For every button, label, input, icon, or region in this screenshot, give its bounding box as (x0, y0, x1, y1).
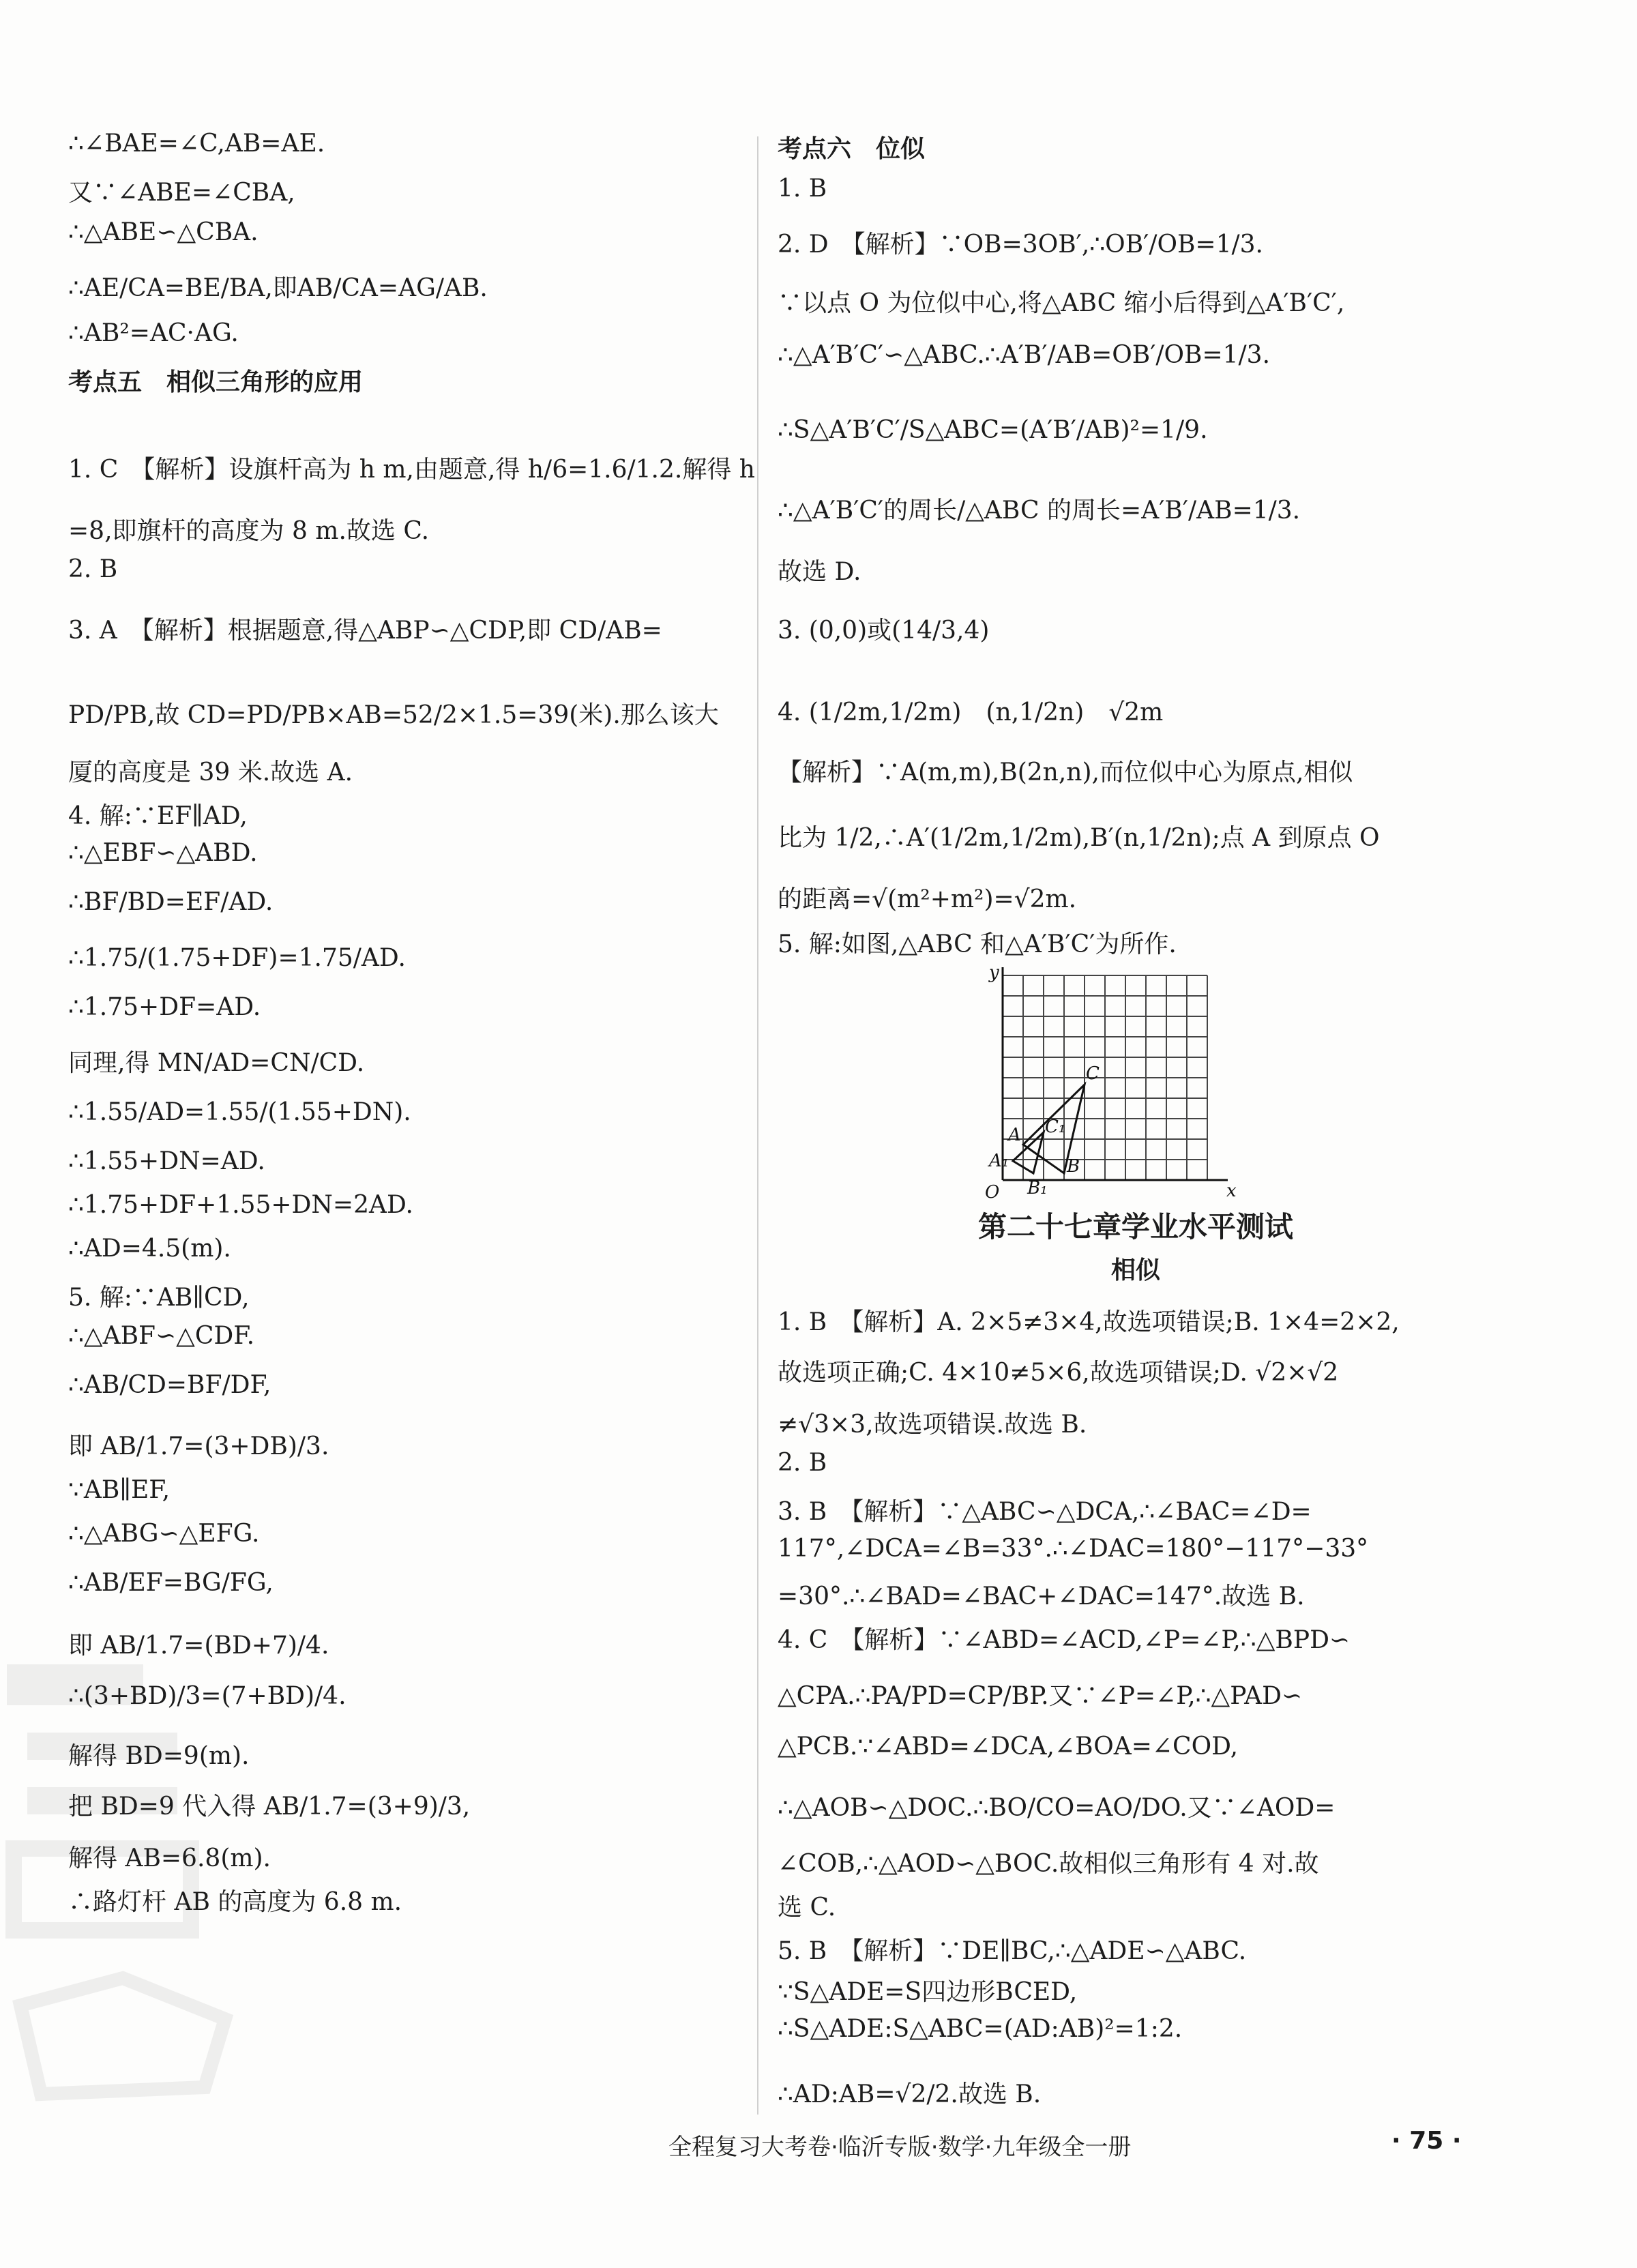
right-text-line: ∴△A′B′C′∽△ABC.∴A′B′/AB=OB′/OB=1/3. (778, 341, 1271, 369)
right-text-line: 1. B (778, 175, 827, 203)
point-a1-label: A₁ (989, 1151, 1009, 1171)
left-text-line: =8,即旗杆的高度为 8 m.故选 C. (68, 517, 430, 545)
chapter-title: 第二十七章学业水平测试 (977, 1210, 1293, 1243)
right-text-line: 3. B 【解析】∵△ABC∽△DCA,∴∠BAC=∠D= (778, 1498, 1312, 1526)
left-text-line: ∴AB²=AC·AG. (68, 319, 239, 347)
left-text-line: 解得 BD=9(m). (68, 1742, 250, 1770)
left-text-line: 3. A 【解析】根据题意,得△ABP∽△CDP,即 CD/AB= (68, 617, 662, 645)
left-text-line: ∴△ABF∽△CDF. (68, 1322, 255, 1350)
left-text-line: ∴∠BAE=∠C,AB=AE. (68, 130, 325, 158)
grid-graph (982, 962, 1241, 1201)
left-text-line: ∴BF/BD=EF/AD. (68, 888, 274, 916)
right-text-line: 选 C. (778, 1894, 836, 1921)
right-text-line: 比为 1/2,∴A′(1/2m,1/2m),B′(n,1/2n);点 A 到原点 O (778, 824, 1380, 852)
left-text-line: ∴AB/CD=BF/DF, (68, 1371, 271, 1399)
left-text-line: 厦的高度是 39 米.故选 A. (68, 759, 353, 786)
right-text-line: ∴△A′B′C′的周长/△ABC 的周长=A′B′/AB=1/3. (778, 497, 1301, 525)
right-text-line: ∵S△ADE=S四边形BCED, (778, 1978, 1078, 2006)
right-text-line: △CPA.∴PA/PD=CP/BP.又∵∠P=∠P,∴△PAD∽ (778, 1682, 1303, 1710)
right-text-line: ∴S△ADE:S△ABC=(AD:AB)²=1:2. (778, 2015, 1183, 2043)
column-divider (757, 136, 758, 2115)
right-text-line: 故选项正确;C. 4×10≠5×6,故选项错误;D. √2×√2 (778, 1359, 1339, 1387)
page-number: · 75 · (1391, 2127, 1462, 2155)
footer-book-title: 全程复习大考卷·临沂专版·数学·九年级全一册 (668, 2134, 1132, 2161)
left-text-line: ∴△EBF∽△ABD. (68, 839, 258, 867)
point-b-label: B (1067, 1156, 1080, 1177)
left-text-line: 即 AB/1.7=(3+DB)/3. (68, 1432, 329, 1460)
left-text-line: ∴1.75+DF+1.55+DN=2AD. (68, 1191, 414, 1219)
right-text-line: 故选 D. (778, 558, 861, 586)
x-axis-label: x (1226, 1181, 1237, 1201)
right-text-line: 5. B 【解析】∵DE∥BC,∴△ADE∽△ABC. (778, 1937, 1247, 1965)
left-text-line: ∴1.55/AD=1.55/(1.55+DN). (68, 1098, 411, 1126)
left-text-line: ∴路灯杆 AB 的高度为 6.8 m. (68, 1888, 402, 1916)
right-text-line: ∴AD:AB=√2/2.故选 B. (778, 2080, 1042, 2108)
left-text-line: 把 BD=9 代入得 AB/1.7=(3+9)/3, (68, 1793, 471, 1821)
left-text-line: PD/PB,故 CD=PD/PB×AB=52/2×1.5=39(米).那么该大 (68, 701, 719, 729)
left-text-line: ∴(3+BD)/3=(7+BD)/4. (68, 1682, 346, 1710)
point-a-label: A (1008, 1125, 1021, 1145)
right-text-line: ∠COB,∴△AOD∽△BOC.故相似三角形有 4 对.故 (778, 1850, 1319, 1878)
y-axis-label: y (989, 962, 999, 983)
left-text-line: 即 AB/1.7=(BD+7)/4. (68, 1632, 329, 1660)
coordinate-figure (982, 962, 1241, 1207)
right-text-line: 【解析】∵A(m,m),B(2n,n),而位似中心为原点,相似 (778, 759, 1353, 786)
right-text-line: 4. C 【解析】∵∠ABD=∠ACD,∠P=∠P,∴△BPD∽ (778, 1626, 1351, 1654)
point-b1-label: B₁ (1027, 1178, 1048, 1198)
right-text-line: 3. (0,0)或(14/3,4) (778, 617, 990, 645)
left-text-line: 又∵∠ABE=∠CBA, (68, 179, 295, 207)
left-text-line: ∴AB/EF=BG/FG, (68, 1569, 274, 1597)
right-text-line: ≠√3×3,故选项错误.故选 B. (778, 1411, 1087, 1439)
right-text-line: ∴S△A′B′C′/S△ABC=(A′B′/AB)²=1/9. (778, 416, 1208, 444)
right-text-line: 2. B (778, 1449, 827, 1477)
right-text-line: ∵以点 O 为位似中心,将△ABC 缩小后得到△A′B′C′, (778, 289, 1345, 317)
left-text-line: ∴△ABE∽△CBA. (68, 218, 259, 246)
left-text-line: ∴1.75/(1.75+DF)=1.75/AD. (68, 944, 406, 972)
left-text-line: ∴△ABG∽△EFG. (68, 1520, 260, 1548)
point-c-label: C (1086, 1063, 1100, 1084)
left-text-line: 同理,得 MN/AD=CN/CD. (68, 1049, 365, 1077)
right-text-line: 1. B 【解析】A. 2×5≠3×4,故选项错误;B. 1×4=2×2, (778, 1308, 1400, 1336)
left-section-heading: 考点五 相似三角形的应用 (68, 368, 364, 396)
left-text-line: ∵AB∥EF, (68, 1476, 171, 1504)
right-text-line: 5. 解:如图,△ABC 和△A′B′C′为所作. (778, 930, 1177, 958)
left-text-line: 4. 解:∵EF∥AD, (68, 802, 248, 830)
left-text-line: ∴1.55+DN=AD. (68, 1147, 265, 1175)
right-text-line: ∴△AOB∽△DOC.∴BO/CO=AO/DO.又∵∠AOD= (778, 1794, 1336, 1822)
left-text-line: 解得 AB=6.8(m). (68, 1844, 271, 1872)
right-text-line: 的距离=√(m²+m²)=√2m. (778, 885, 1077, 913)
point-c1-label: C₁ (1045, 1117, 1066, 1137)
right-text-line: =30°.∴∠BAD=∠BAC+∠DAC=147°.故选 B. (778, 1582, 1305, 1610)
left-text-line: ∴AE/CA=BE/BA,即AB/CA=AG/AB. (68, 274, 488, 302)
left-text-line: ∴1.75+DF=AD. (68, 993, 261, 1021)
left-text-line: 1. C 【解析】设旗杆高为 h m,由题意,得 h/6=1.6/1.2.解得 h (68, 456, 755, 484)
origin-label: O (985, 1182, 1000, 1201)
left-text-line: 5. 解:∵AB∥CD, (68, 1284, 250, 1312)
right-text-line: △PCB.∵∠ABD=∠DCA,∠BOA=∠COD, (778, 1733, 1239, 1761)
left-text-line: 2. B (68, 555, 118, 583)
right-text-line: 4. (1/2m,1/2m) (n,1/2n) √2m (778, 698, 1164, 726)
right-section-heading: 考点六 位似 (778, 135, 926, 163)
chapter-subtitle: 相似 (1110, 1256, 1160, 1284)
right-text-line: 2. D 【解析】∵OB=3OB′,∴OB′/OB=1/3. (778, 231, 1263, 259)
right-text-line: 117°,∠DCA=∠B=33°.∴∠DAC=180°−117°−33° (778, 1535, 1369, 1563)
left-text-line: ∴AD=4.5(m). (68, 1235, 231, 1263)
